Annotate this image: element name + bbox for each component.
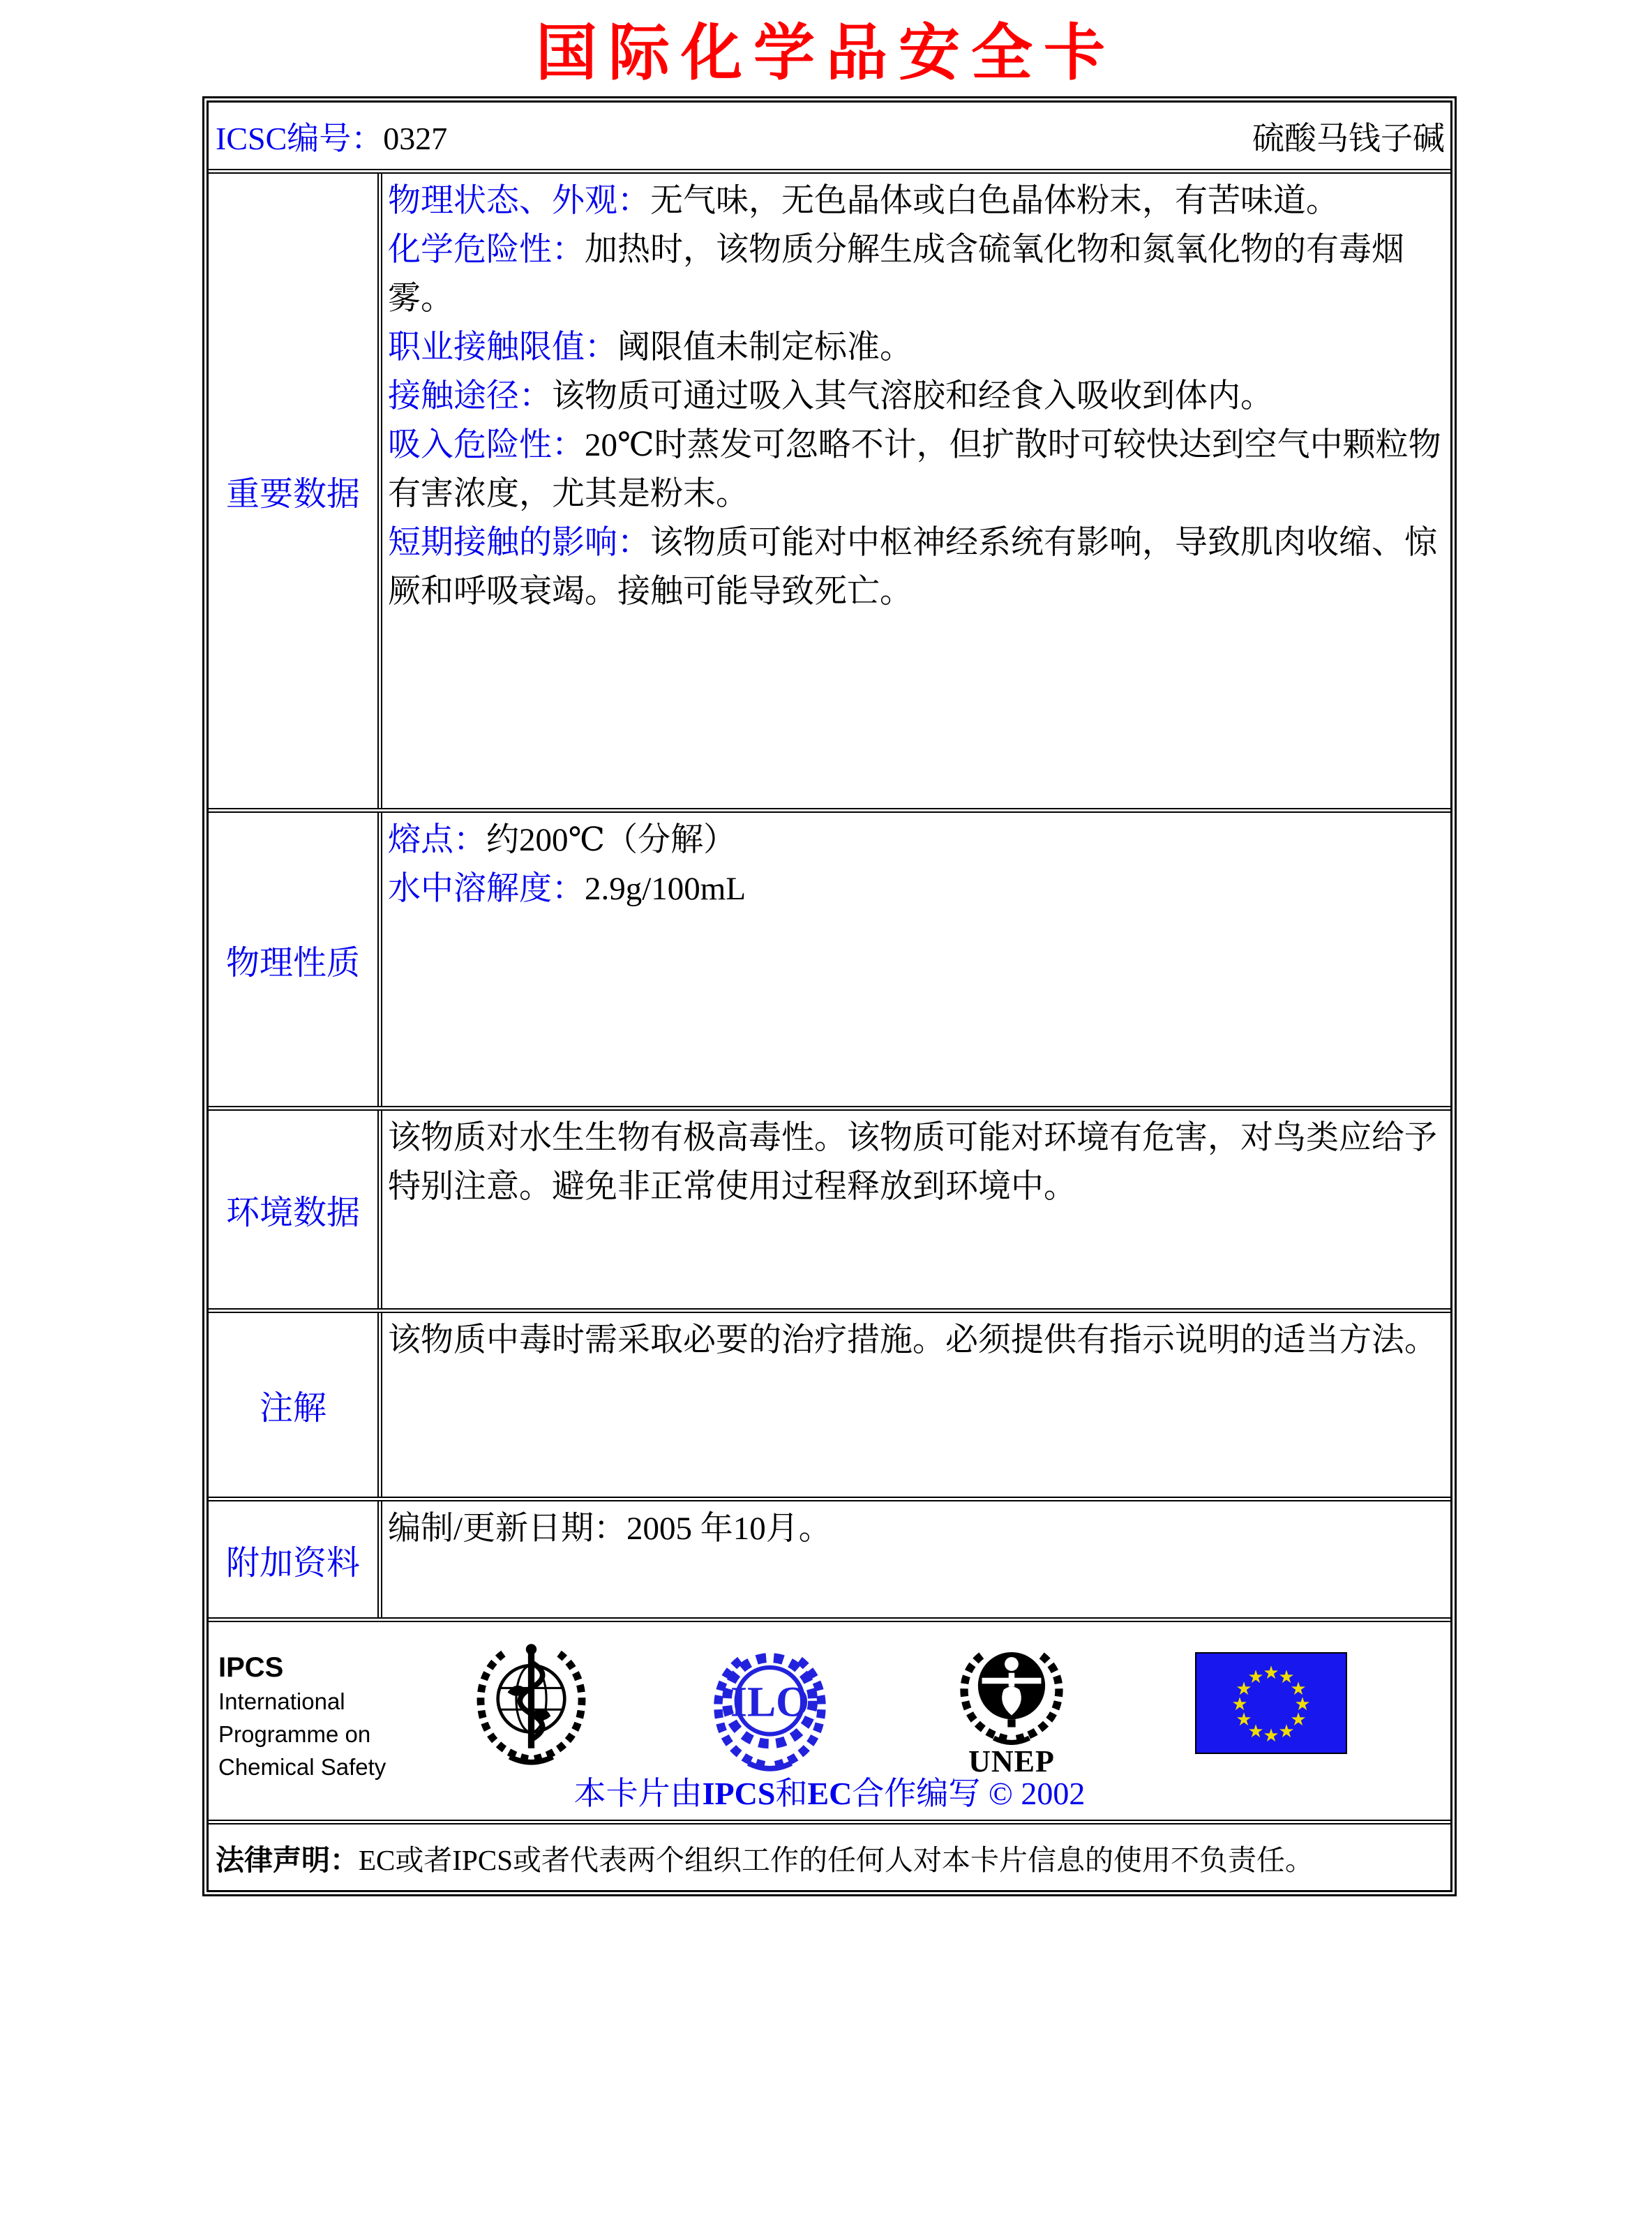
paragraph-term: 接触途径： <box>388 378 552 414</box>
section-content-notes <box>382 1313 1450 1497</box>
icsc-card-table <box>202 96 1457 1896</box>
ipcs-acronym: IPCS <box>218 1652 284 1683</box>
ipcs-name-line: Chemical Safety <box>218 1754 386 1780</box>
paragraph-term: 水中溶解度： <box>388 871 585 907</box>
paragraph <box>388 372 1448 421</box>
section-row-physical-properties <box>209 813 1450 1111</box>
legal-label: 法律声明： <box>216 1843 359 1876</box>
header-row <box>209 103 1450 174</box>
credit-text: EC <box>807 1776 853 1811</box>
svg-text:★: ★ <box>1263 1725 1279 1746</box>
section-content-important-data <box>382 174 1450 808</box>
icsc-number-value: 0327 <box>383 120 448 156</box>
legal-text: EC或者IPCS或者代表两个组织工作的任何人对本卡片信息的使用不负责任。 <box>359 1843 1314 1876</box>
unep-word: UNEP <box>968 1744 1055 1778</box>
paragraph <box>388 816 1448 864</box>
paragraph-text: 该物质可能对中枢神经系统有影响，导致肌肉收缩、惊厥和呼吸衰竭。接触可能导致死亡。 <box>388 525 1437 610</box>
credit-text: 本卡片由 <box>573 1776 703 1811</box>
svg-text:★: ★ <box>1263 1663 1279 1684</box>
copyright-text: © 2002 <box>988 1776 1086 1811</box>
credit-text: 合作编写 <box>852 1776 981 1811</box>
paragraph-text: 该物质对水生生物有极高毒性。该物质可能对环境有危害，对鸟类应给予特别注意。避免非正常使用过程释放到环境中。 <box>388 1120 1437 1205</box>
unep-logo-icon <box>952 1640 1071 1777</box>
section-row-notes <box>209 1313 1450 1501</box>
credit-line <box>209 1768 1450 1814</box>
paragraph-text: 约200℃（分解） <box>486 822 737 858</box>
section-label-important-data: 重要数据 <box>209 174 382 808</box>
svg-text:★: ★ <box>1236 1709 1252 1730</box>
svg-text:★: ★ <box>1290 1679 1307 1700</box>
credit-text: 和 <box>775 1776 808 1811</box>
legal-row <box>209 1824 1450 1890</box>
svg-text:★: ★ <box>1231 1694 1248 1715</box>
svg-text:★: ★ <box>1294 1694 1311 1715</box>
credit-text: IPCS <box>702 1776 776 1811</box>
section-content-environmental-data <box>382 1111 1450 1308</box>
section-row-environmental-data <box>209 1111 1450 1313</box>
svg-text:★: ★ <box>1236 1679 1252 1700</box>
paragraph-text: 20℃时蒸发可忽略不计，但扩散时可较快达到空气中颗粒物有害浓度，尤其是粉末。 <box>388 427 1441 512</box>
paragraph-text: 无气味，无色晶体或白色晶体粉末，有苦味道。 <box>650 183 1339 219</box>
footer-row <box>209 1622 1450 1824</box>
paragraph <box>388 864 1448 913</box>
ilo-logo-icon <box>705 1640 834 1776</box>
paragraph-term: 物理状态、外观： <box>388 183 650 219</box>
paragraph-text: 编制/更新日期：2005 年10月。 <box>388 1511 832 1547</box>
section-row-additional-information <box>209 1501 1450 1622</box>
paragraph-text: 阈限值未制定标准。 <box>617 329 913 366</box>
section-label-environmental-data: 环境数据 <box>209 1111 382 1308</box>
section-label-notes: 注解 <box>209 1313 382 1497</box>
substance-name: 硫酸马钱子碱 <box>1252 120 1445 156</box>
svg-text:★: ★ <box>1247 1721 1264 1742</box>
paragraph <box>388 518 1448 616</box>
ipcs-text-block <box>218 1650 386 1783</box>
paragraph <box>388 1114 1448 1211</box>
paragraph <box>388 177 1448 225</box>
paragraph-term: 吸入危险性： <box>388 427 585 463</box>
paragraph-term: 职业接触限值： <box>388 329 617 366</box>
paragraph <box>388 225 1448 323</box>
paragraph-text: 该物质中毒时需采取必要的治疗措施。必须提供有指示说明的适当方法。 <box>388 1322 1437 1358</box>
ipcs-name-line: International <box>218 1688 345 1714</box>
paragraph-text: 加热时，该物质分解生成含硫氧化物和氮氧化物的有毒烟雾。 <box>388 232 1404 317</box>
svg-text:★: ★ <box>1278 1667 1295 1688</box>
paragraph <box>388 1316 1448 1365</box>
who-logo-icon <box>467 1636 596 1770</box>
icsc-number <box>216 113 447 159</box>
section-content-additional-information <box>382 1501 1450 1617</box>
ipcs-name-line: Programme on <box>218 1721 371 1747</box>
paragraph-term: 短期接触的影响： <box>388 525 650 561</box>
page-title: 国际化学品安全卡 <box>535 20 1116 88</box>
paragraph-term: 化学危险性： <box>388 232 585 268</box>
svg-text:★: ★ <box>1278 1721 1295 1742</box>
svg-text:★: ★ <box>1290 1709 1307 1730</box>
paragraph-text: 2.9g/100mL <box>585 871 746 907</box>
paragraph-term: 熔点： <box>388 822 486 858</box>
eu-flag-icon <box>1195 1652 1347 1754</box>
ilo-letters: ILO <box>730 1678 810 1726</box>
paragraph-text: 该物质可通过吸入其气溶胶和经食入吸收到体内。 <box>552 378 1273 414</box>
section-row-important-data <box>209 174 1450 813</box>
section-content-physical-properties <box>382 813 1450 1106</box>
paragraph <box>388 1504 1448 1553</box>
section-label-additional-information: 附加资料 <box>209 1501 382 1617</box>
paragraph <box>388 323 1448 372</box>
icsc-number-label: ICSC编号： <box>216 120 384 156</box>
section-label-physical-properties: 物理性质 <box>209 813 382 1106</box>
svg-text:★: ★ <box>1247 1667 1264 1688</box>
paragraph <box>388 421 1448 518</box>
